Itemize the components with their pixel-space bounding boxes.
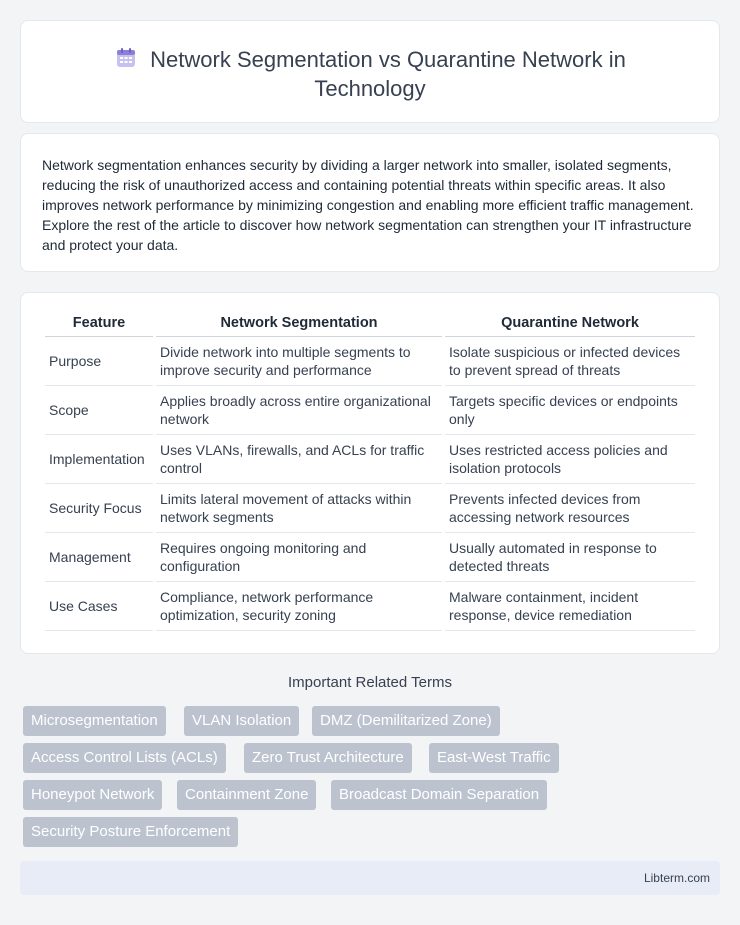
- calendar-icon: [114, 46, 138, 70]
- header-network-segmentation: Network Segmentation: [156, 315, 442, 337]
- header-quarantine-network: Quarantine Network: [445, 315, 695, 337]
- table-row: [45, 582, 695, 631]
- row-segmentation: Limits lateral movement of attacks within network segments: [156, 484, 442, 533]
- header-feature: Feature: [45, 315, 153, 337]
- row-quarantine: Targets specific devices or endpoints only: [445, 386, 695, 435]
- row-segmentation: Divide network into multiple segments to improve security and performance: [156, 337, 442, 386]
- row-feature: Management: [45, 533, 153, 582]
- page-title: [21, 45, 719, 103]
- intro-paragraph: Network segmentation enhances security by dividing a larger network into smaller, isolated segments, reducing the risk of unauthorized access and containing potential threats within specific areas. It also improves network performance by minimizing congestion and enabling more efficient traffic management. Explore the rest of the article to discover how network segmentation can strengthen your IT infrastructure and protect your data.: [42, 157, 694, 253]
- row-feature: Use Cases: [45, 582, 153, 631]
- comparison-table: [42, 315, 698, 631]
- tag-vlan-isolation[interactable]: VLAN Isolation: [184, 706, 299, 736]
- row-quarantine: Prevents infected devices from accessing network resources: [445, 484, 695, 533]
- row-feature: Implementation: [45, 435, 153, 484]
- tag-dmz[interactable]: DMZ (Demilitarized Zone): [312, 706, 500, 736]
- footer: [20, 861, 720, 895]
- row-segmentation: Applies broadly across entire organizational network: [156, 386, 442, 435]
- related-terms-heading: Important Related Terms: [288, 674, 452, 691]
- tag-honeypot-network[interactable]: Honeypot Network: [23, 780, 162, 810]
- tag-microsegmentation[interactable]: Microsegmentation: [23, 706, 166, 736]
- row-segmentation: Compliance, network performance optimization, security zoning: [156, 582, 442, 631]
- tag-security-posture-enforcement[interactable]: Security Posture Enforcement: [23, 817, 238, 847]
- table-row: [45, 533, 695, 582]
- row-feature: Purpose: [45, 337, 153, 386]
- row-quarantine: Uses restricted access policies and isolation protocols: [445, 435, 695, 484]
- tag-containment-zone[interactable]: Containment Zone: [177, 780, 316, 810]
- footer-site-link[interactable]: Libterm.com: [643, 871, 710, 885]
- tag-broadcast-domain-separation[interactable]: Broadcast Domain Separation: [331, 780, 547, 810]
- tag-access-control-lists[interactable]: Access Control Lists (ACLs): [23, 743, 226, 773]
- intro-card: [20, 133, 720, 272]
- table-row: [45, 484, 695, 533]
- title-line-1: Network Segmentation vs Quarantine Network in: [150, 47, 626, 72]
- table-header-row: [45, 315, 695, 337]
- row-quarantine: Usually automated in response to detected threats: [445, 533, 695, 582]
- table-row: [45, 386, 695, 435]
- title-card: [20, 20, 720, 123]
- comparison-card: [20, 292, 720, 654]
- row-segmentation: Uses VLANs, firewalls, and ACLs for traffic control: [156, 435, 442, 484]
- row-feature: Security Focus: [45, 484, 153, 533]
- tag-east-west-traffic[interactable]: East-West Traffic: [429, 743, 559, 773]
- table-row: [45, 435, 695, 484]
- table-row: [45, 337, 695, 386]
- title-line-2: Technology: [314, 76, 426, 101]
- row-quarantine: Malware containment, incident response, device remediation: [445, 582, 695, 631]
- row-quarantine: Isolate suspicious or infected devices to prevent spread of threats: [445, 337, 695, 386]
- tag-zero-trust-architecture[interactable]: Zero Trust Architecture: [244, 743, 412, 773]
- row-feature: Scope: [45, 386, 153, 435]
- row-segmentation: Requires ongoing monitoring and configuration: [156, 533, 442, 582]
